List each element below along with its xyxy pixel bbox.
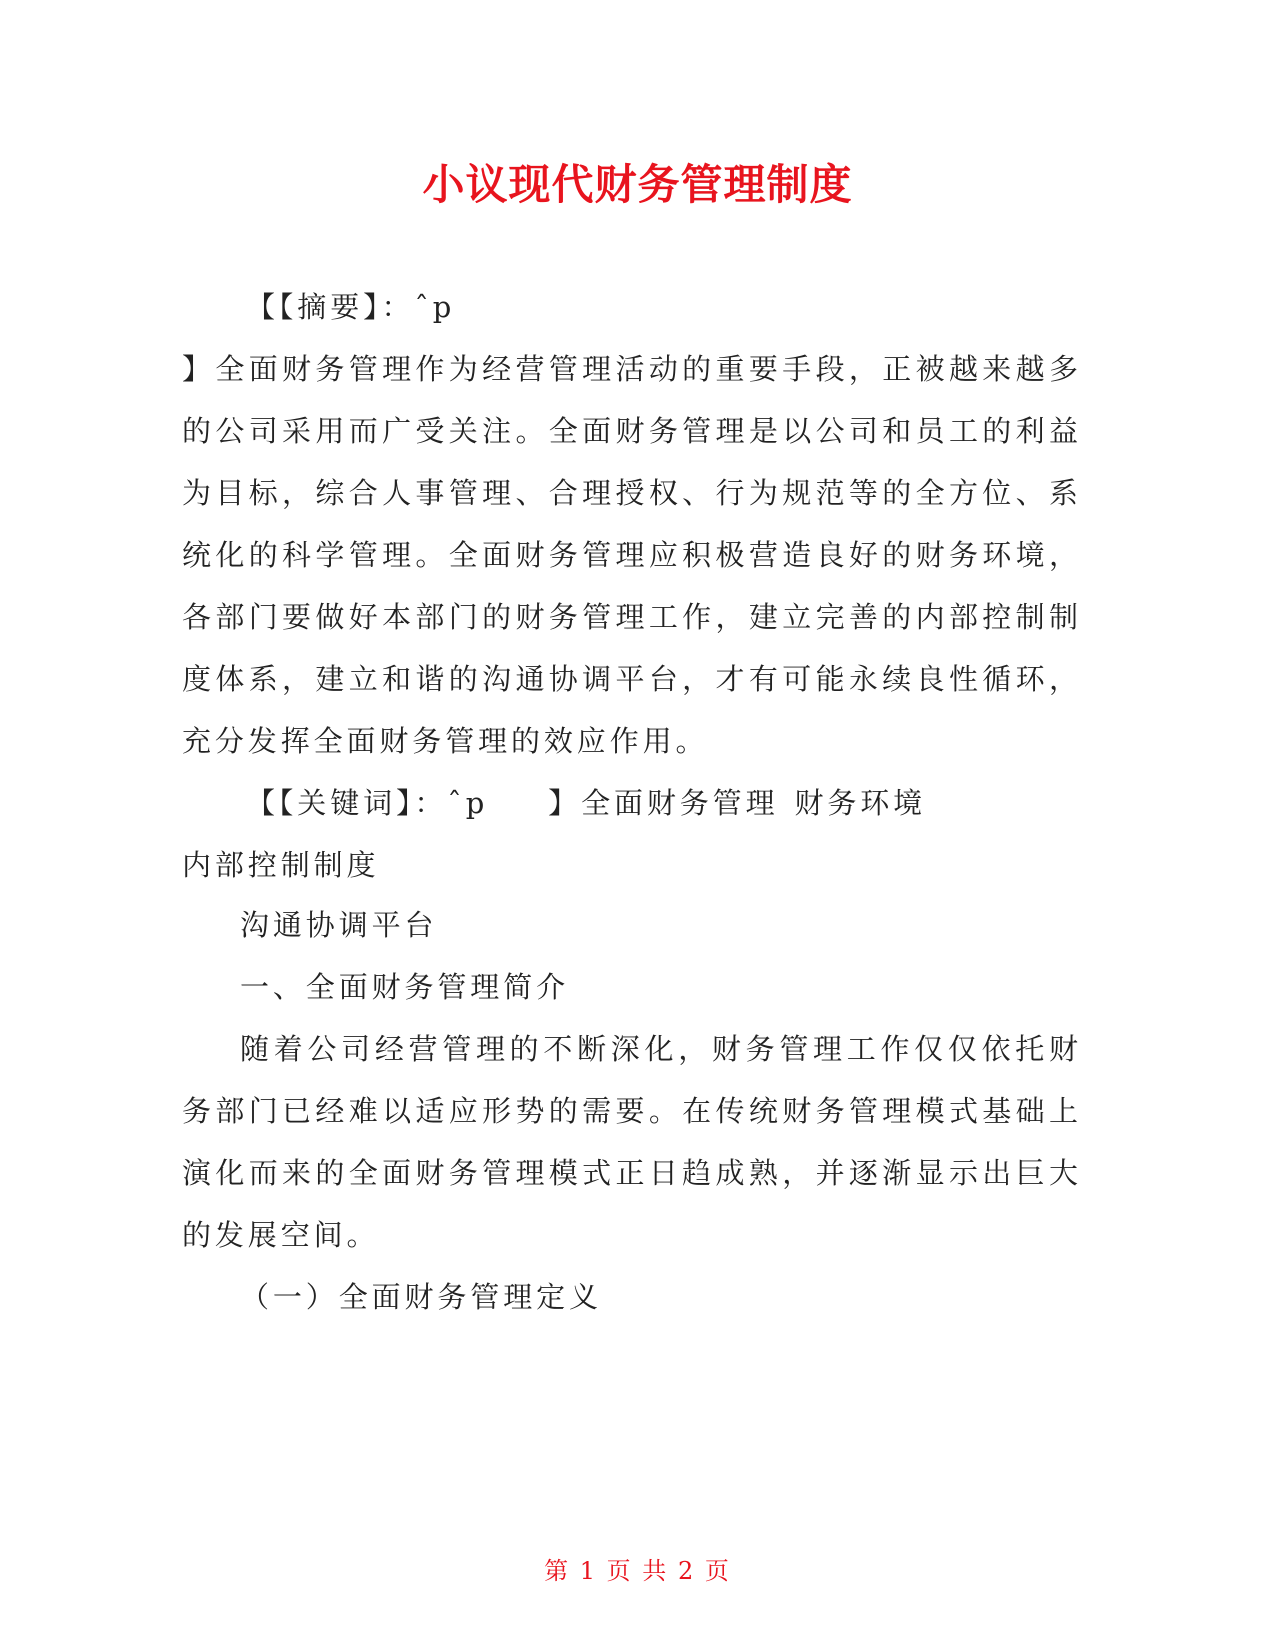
keywords-label: 【【关键词】：ˆp	[246, 786, 489, 820]
abstract-line: 】全面财务管理作为经营管理活动的重要手段，正被越来越多	[182, 352, 1078, 386]
abstract-label: 【【摘要】：ˆp	[246, 290, 456, 324]
abstract-line: 为目标，综合人事管理、合理授权、行为规范等的全方位、系	[182, 476, 1078, 510]
abstract-line: 统化的科学管理。全面财务管理应积极营造良好的财务环境，	[182, 538, 1078, 572]
abstract-line: 度体系，建立和谐的沟通协调平台，才有可能永续良性循环，	[182, 662, 1078, 696]
abstract-line: 各部门要做好本部门的财务管理工作，建立完善的内部控制制	[182, 600, 1078, 634]
abstract-line: 的公司采用而广受关注。全面财务管理是以公司和员工的利益	[182, 414, 1078, 448]
subsection-heading: （一）全面财务管理定义	[240, 1280, 602, 1314]
page-footer: 第 1 页 共 2 页	[544, 1557, 731, 1585]
keywords-line	[246, 783, 926, 823]
body-line: 演化而来的全面财务管理模式正日趋成熟，并逐渐显示出巨大	[182, 1156, 1078, 1190]
keyword: 内部控制制度	[182, 848, 380, 882]
body-line: 的发展空间。	[182, 1218, 380, 1252]
keyword: 沟通协调平台	[240, 908, 438, 942]
section-heading: 一、全面财务管理简介	[240, 970, 570, 1004]
keyword: 】全面财务管理	[548, 786, 779, 820]
abstract-line: 充分发挥全面财务管理的效应作用。	[182, 724, 709, 758]
body-line: 务部门已经难以适应形势的需要。在传统财务管理模式基础上	[182, 1094, 1078, 1128]
body-line: 随着公司经营管理的不断深化，财务管理工作仅仅依托财	[240, 1032, 1078, 1066]
keyword: 财务环境	[794, 786, 927, 820]
document-title: 小议现代财务管理制度	[422, 160, 853, 209]
